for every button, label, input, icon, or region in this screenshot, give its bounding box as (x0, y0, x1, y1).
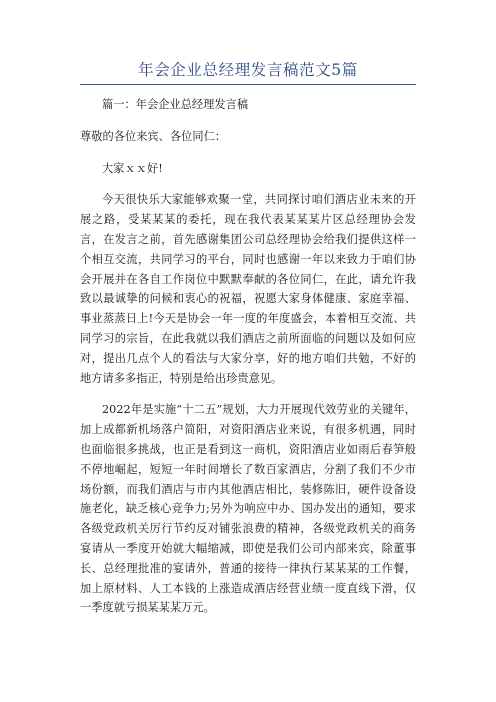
salutation: 尊敬的各位来宾、各位同仁： (80, 129, 227, 143)
document-body (80, 95, 416, 630)
greeting: 大家ｘｘ好! (102, 161, 163, 175)
document-title: 年会企业总经理发言稿范文5篇 (138, 61, 358, 79)
title-divider (80, 84, 416, 85)
paragraph-1: 今天很快乐大家能够欢聚一堂，共同探讨咱们酒店业未来的开展之路，受某某某的委托，现在我代表某某某片区总经理协会发言，在发言之前，首先感谢集团公司总经理协会给我们提供这样一个相互交流，共同学习的平台，同时也感谢一年以来致力于咱们协会开展并在各自工作岗位中默默奉献的各位同仁，在此，请允许我致以最诚挚的问候和衷心的祝福，祝愿大家身体健康、家庭幸福、事业蒸蒸日上!今天是协会一年一度的年度盛会，本着相互交流、共同学习的宗旨，在此我就以我们酒店之前所面临的问题以及如何应对，提出几点个人的看法与大家分享，好的地方咱们共勉，不好的地方请多多指正，特别是给出珍贵意见。 (80, 193, 416, 385)
section-heading: 篇一：年会企业总经理发言稿 (102, 98, 249, 111)
paragraph-2: 2022年是实施“十二五”规划，大力开展现代效劳业的关键年，加上成都新机场落户简阳，对资阳酒店业来说，有很多机遇，同时也面临很多挑战，也正是看到这一商机，资阳酒店业如雨后春笋般不停地崛起，短短一年时间增长了数百家酒店，分割了我们不少市场份额，而我们酒店与市内其他酒店相比，装修陈旧，硬件设备设施老化，缺乏核心竞争力;另外为响应中办、国办发出的通知，要求各级党政机关厉行节约反对铺张浪费的精神，各级党政机关的商务宴请从一季度开始就大幅缩减，即使是我们公司内部来宾，除董事长、总经理批准的宴请外，普通的接待一律执行某某某的工作餐，加上原材料、人工本钱的上涨造成酒店经营业绩一度直线下滑，仅一季度就亏损某某某万元。 (80, 403, 416, 615)
